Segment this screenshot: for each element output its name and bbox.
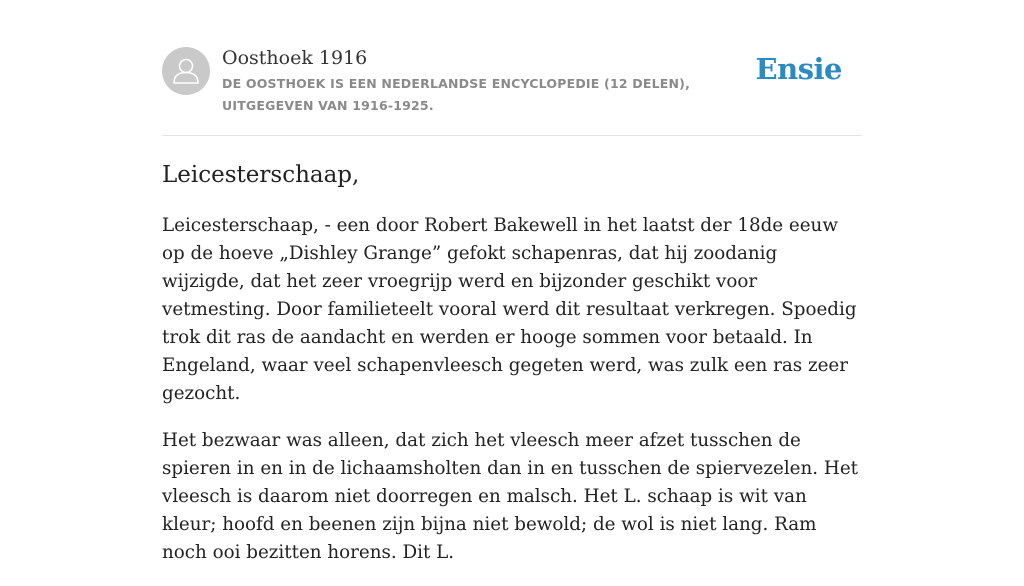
entry-paragraph: Leicesterschaap, - een door Robert Bakewell in het laatst der 18de eeuw op de hoeve „Dishley Grange” gefokt schapenras, dat hij zoodanig wijzigde, dat het zeer vroegrijp werd en bijzonder geschikt voor vetmesting. Door familieteelt vooral werd dit resultaat verkregen. Spoedig trok dit ras de aandacht en werden er hooge sommen voor betaald. In Engeland, waar veel schapenvleesch gegeten werd, was zulk een ras zeer gezocht.: [162, 215, 857, 404]
source-description: DE OOSTHOEK IS EEN NEDERLANDSE ENCYCLOPEDIE (12 DELEN), UITGEGEVEN VAN 1916-1925.: [222, 76, 691, 113]
user-icon[interactable]: [162, 47, 210, 95]
entry-body: [162, 212, 862, 586]
source-title[interactable]: Oosthoek 1916: [222, 47, 368, 69]
header-divider: [162, 135, 862, 136]
entry-title: Leicesterschaap,: [162, 162, 360, 188]
entry-paragraph: Het bezwaar was alleen, dat zich het vleesch meer afzet tusschen de spieren in en in de lichaamsholten dan in en tusschen de spiervezelen. Het vleesch is daarom niet doorregen en malsch. Het L. schaap is wit van kleur; hoofd en beenen zijn bijna niet bewold; de wol is niet lang. Ram noch ooi bezitten horens. Dit L.: [162, 430, 858, 563]
brand-logo[interactable]: Ensie: [755, 52, 842, 86]
source-header: [162, 46, 862, 136]
